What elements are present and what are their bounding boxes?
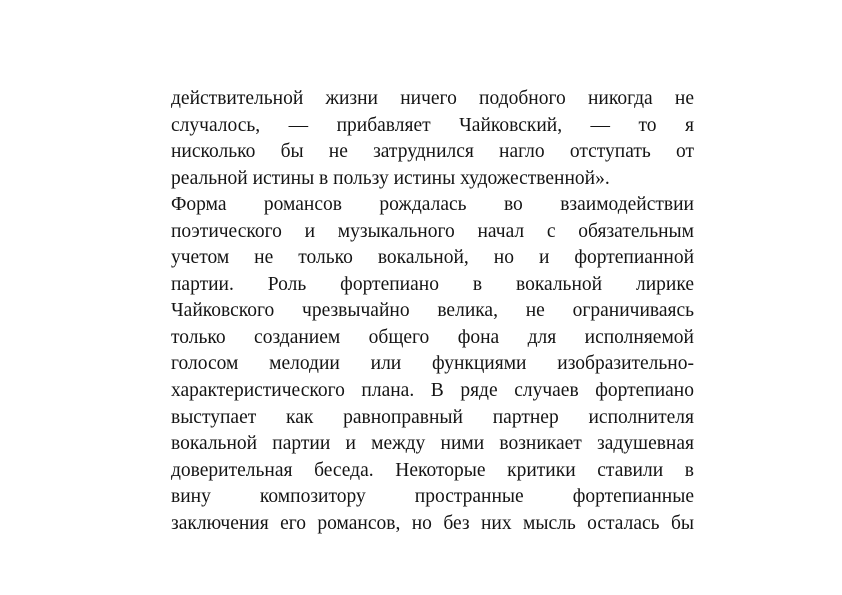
text-line: случалось, — прибавляет Чайковский, — то я bbox=[171, 114, 694, 136]
text-line: партии. Роль фортепиано в вокальной лирике bbox=[171, 273, 694, 295]
text-line: вину композитору пространные фортепианные bbox=[171, 486, 694, 508]
text-line: характеристического плана. В ряде случаев фортепиано bbox=[171, 380, 694, 402]
text-line: вокальной партии и между ними возникает задушевная bbox=[171, 433, 694, 455]
text-line: заключения его романсов, но без них мысль осталась бы bbox=[171, 512, 694, 534]
text-line: учетом не только вокальной, но и фортепианной bbox=[171, 247, 694, 269]
text-line: Форма романсов рождалась во взаимодействии bbox=[171, 194, 694, 216]
text-line: только созданием общего фона для исполняемой bbox=[171, 326, 694, 348]
text-line: голосом мелодии или функциями изобразительно- bbox=[171, 353, 694, 375]
text-line: действительной жизни ничего подобного никогда не bbox=[171, 88, 694, 109]
text-line: поэтического и музыкального начал с обязательным bbox=[171, 220, 694, 242]
text-line: выступает как равноправный партнер исполнителя bbox=[171, 406, 694, 428]
text-line: нисколько бы не затруднился нагло отступать от bbox=[171, 141, 694, 163]
body-text bbox=[171, 86, 694, 537]
text-line: доверительная беседа. Некоторые критики ставили в bbox=[171, 459, 694, 481]
text-line: реальной истины в пользу истины художественной». bbox=[171, 167, 610, 189]
text-line: Чайковского чрезвычайно велика, не ограничиваясь bbox=[171, 300, 694, 322]
